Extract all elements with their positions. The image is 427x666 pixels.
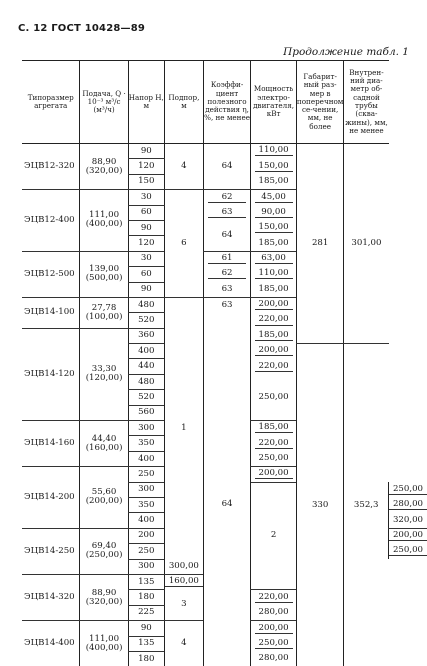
power-cell: 63,00 bbox=[251, 251, 297, 266]
head-cell: 300 bbox=[128, 421, 164, 436]
power-cell: 160,00 bbox=[164, 574, 203, 589]
col-flow-header: Подача, Q · 10⁻³ м³/с (м³/ч) bbox=[80, 61, 128, 144]
head-cell: 135 bbox=[128, 636, 164, 651]
efficiency-cell: 63 bbox=[203, 282, 250, 297]
size-cell: 281 bbox=[296, 144, 343, 344]
page-header: С. 12 ГОСТ 10428—89 bbox=[18, 23, 145, 34]
power-cell: 110,00 bbox=[251, 144, 297, 159]
power-cell: 185,00 bbox=[251, 174, 297, 189]
head-cell: 30 bbox=[128, 251, 164, 266]
submersion-cell: 2 bbox=[251, 482, 297, 590]
power-cell: 185,00 bbox=[251, 282, 297, 297]
efficiency-cell: 62 bbox=[203, 190, 250, 205]
power-cell: 250,00 bbox=[389, 482, 427, 497]
power-cell: 200,00 bbox=[251, 344, 297, 359]
flow-cell: 88,90 (320,00) bbox=[80, 574, 128, 620]
model-cell: ЭЦВ14-400 bbox=[22, 621, 80, 666]
flow-cell: 55,60 (200,00) bbox=[80, 467, 128, 529]
power-cell: 280,00 bbox=[389, 497, 427, 512]
head-cell: 60 bbox=[128, 205, 164, 220]
power-cell: 250,00 bbox=[251, 451, 297, 466]
head-cell: 480 bbox=[128, 374, 164, 389]
power-cell: 220,00 bbox=[251, 359, 297, 374]
power-cell: 220,00 bbox=[251, 313, 297, 328]
power-cell: 320,00 bbox=[389, 513, 427, 528]
head-cell: 90 bbox=[128, 220, 164, 235]
head-cell: 350 bbox=[128, 497, 164, 512]
power-cell: 185,00 bbox=[251, 421, 297, 436]
col-size-header: Габарит-ный раз-мер в поперечном се-чении, мм, не более bbox=[296, 61, 343, 144]
head-cell: 480 bbox=[128, 297, 164, 312]
head-cell: 180 bbox=[128, 590, 164, 605]
power-cell: 185,00 bbox=[251, 328, 297, 343]
head-cell: 400 bbox=[128, 513, 164, 528]
head-cell: 520 bbox=[128, 313, 164, 328]
table-continuation-label: Продолжение табл. 1 bbox=[283, 46, 409, 58]
head-cell: 360 bbox=[128, 328, 164, 343]
power-cell: 90,00 bbox=[251, 205, 297, 220]
efficiency-cell: 62 bbox=[203, 267, 250, 282]
submersion-cell: 3 bbox=[164, 590, 203, 621]
power-cell: 110,00 bbox=[251, 267, 297, 282]
pump-specs-table bbox=[22, 60, 427, 666]
flow-cell: 111,00 (400,00) bbox=[80, 621, 128, 666]
col-model-header: Типоразмер агрегата bbox=[22, 61, 80, 144]
power-cell: 220,00 bbox=[251, 436, 297, 451]
power-cell: 250,00 bbox=[389, 544, 427, 559]
submersion-cell: 4 bbox=[164, 621, 203, 666]
head-cell: 560 bbox=[128, 405, 164, 420]
head-cell: 120 bbox=[128, 236, 164, 251]
power-cell: 200,00 bbox=[251, 621, 297, 636]
flow-cell: 139,00 (500,00) bbox=[80, 251, 128, 297]
head-cell: 120 bbox=[128, 159, 164, 174]
power-cell: 250,00 bbox=[251, 636, 297, 651]
col-submersion-header: Подпор, м bbox=[164, 61, 203, 144]
head-cell: 90 bbox=[128, 144, 164, 159]
model-cell: ЭЦВ14-160 bbox=[22, 421, 80, 467]
head-cell: 150 bbox=[128, 174, 164, 189]
flow-cell: 33,30 (120,00) bbox=[80, 328, 128, 420]
power-cell: 150,00 bbox=[251, 220, 297, 235]
power-cell: 280,00 bbox=[251, 605, 297, 620]
efficiency-cell: 64 bbox=[203, 144, 250, 190]
submersion-cell: 4 bbox=[164, 144, 203, 190]
table-header-row bbox=[22, 61, 427, 144]
power-cell: 200,00 bbox=[251, 467, 297, 482]
head-cell: 440 bbox=[128, 359, 164, 374]
power-cell: 280,00 bbox=[251, 651, 297, 666]
head-cell: 250 bbox=[128, 544, 164, 559]
col-diameter-header: Внутрен-ний диа-метр об-садной трубы (сква-жины), мм, не менее bbox=[344, 61, 389, 144]
diameter-cell: 301,00 bbox=[344, 144, 389, 344]
power-cell: 150,00 bbox=[251, 159, 297, 174]
power-cell: 300,00 bbox=[164, 559, 203, 574]
efficiency-cell: 63 bbox=[203, 297, 250, 343]
efficiency-cell: 64 bbox=[203, 344, 250, 666]
model-cell: ЭЦВ14-120 bbox=[22, 328, 80, 420]
size-cell: 330 bbox=[296, 344, 343, 666]
head-cell: 90 bbox=[128, 621, 164, 636]
table-row bbox=[22, 144, 427, 159]
flow-cell: 27,78 (100,00) bbox=[80, 297, 128, 328]
efficiency-cell: 61 bbox=[203, 251, 250, 266]
efficiency-cell: 63 bbox=[203, 205, 250, 220]
col-power-header: Мощность электро-двигателя, кВт bbox=[251, 61, 297, 144]
flow-cell: 111,00 (400,00) bbox=[80, 190, 128, 252]
head-cell: 200 bbox=[128, 528, 164, 543]
model-cell: ЭЦВ14-100 bbox=[22, 297, 80, 328]
submersion-cell: 1 bbox=[164, 297, 203, 559]
model-cell: ЭЦВ14-200 bbox=[22, 467, 80, 529]
power-cell: 200,00 bbox=[251, 297, 297, 312]
head-cell: 300 bbox=[128, 482, 164, 497]
head-cell: 400 bbox=[128, 451, 164, 466]
submersion-cell: 6 bbox=[164, 190, 203, 298]
col-efficiency-header: Коэффи-циент полезного действия η, %, не менее bbox=[203, 61, 250, 144]
head-cell: 60 bbox=[128, 267, 164, 282]
head-cell: 90 bbox=[128, 282, 164, 297]
power-cell: 250,00 bbox=[251, 374, 297, 420]
power-cell: 220,00 bbox=[251, 590, 297, 605]
model-cell: ЭЦВ14-320 bbox=[22, 574, 80, 620]
head-cell: 250 bbox=[128, 467, 164, 482]
flow-cell: 88,90 (320,00) bbox=[80, 144, 128, 190]
power-cell: 185,00 bbox=[251, 236, 297, 251]
head-cell: 225 bbox=[128, 605, 164, 620]
head-cell: 30 bbox=[128, 190, 164, 205]
head-cell: 400 bbox=[128, 344, 164, 359]
head-cell: 350 bbox=[128, 436, 164, 451]
flow-cell: 44,40 (160,00) bbox=[80, 421, 128, 467]
diameter-cell: 352,3 bbox=[344, 344, 389, 666]
head-cell: 300 bbox=[128, 559, 164, 574]
efficiency-cell: 64 bbox=[203, 220, 250, 251]
head-cell: 180 bbox=[128, 651, 164, 666]
pump-table-wrapper bbox=[22, 60, 427, 666]
flow-cell: 69,40 (250,00) bbox=[80, 528, 128, 574]
head-cell: 135 bbox=[128, 574, 164, 589]
power-cell: 45,00 bbox=[251, 190, 297, 205]
col-head-header: Напор H, м bbox=[128, 61, 164, 144]
model-cell: ЭЦВ12-320 bbox=[22, 144, 80, 190]
model-cell: ЭЦВ12-400 bbox=[22, 190, 80, 252]
model-cell: ЭЦВ14-250 bbox=[22, 528, 80, 574]
head-cell: 520 bbox=[128, 390, 164, 405]
power-cell: 200,00 bbox=[389, 528, 427, 543]
model-cell: ЭЦВ12-500 bbox=[22, 251, 80, 297]
